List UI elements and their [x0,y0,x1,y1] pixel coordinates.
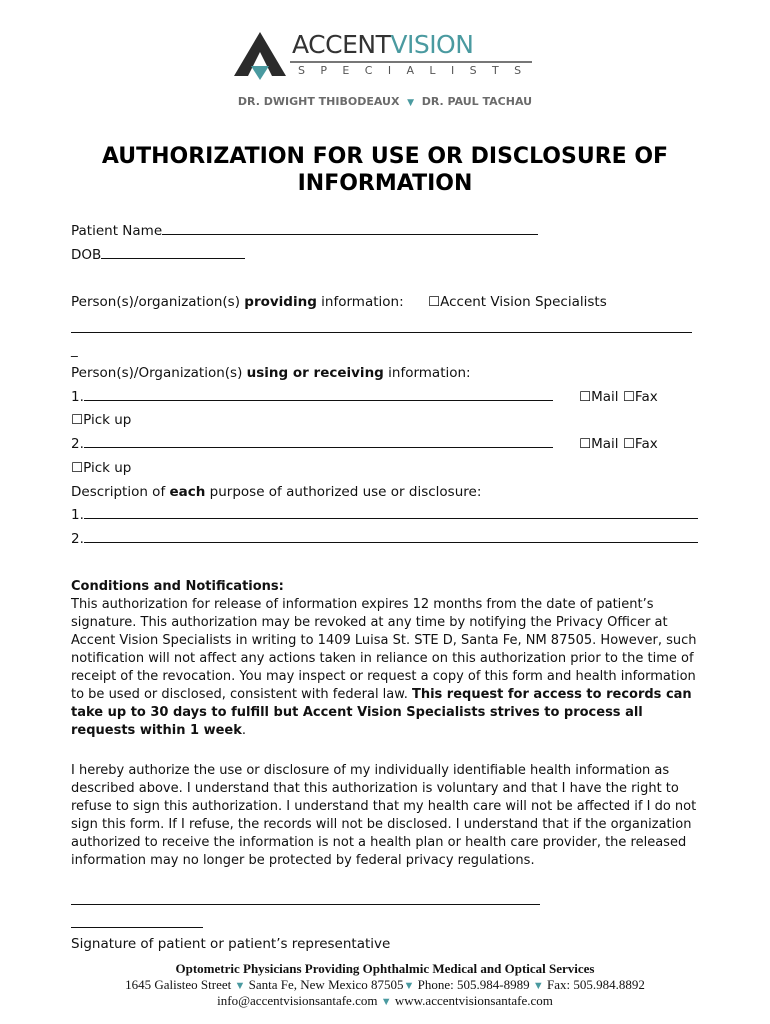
footer-website[interactable]: www.accentvisionsantafe.com [394,993,553,1008]
purpose-label: Description of each purpose of authorized use or disclosure: [71,484,482,500]
purpose-2-field[interactable]: 2. [71,531,698,547]
signature-label: Signature of patient or patient’s representative [71,936,391,952]
recipient-2-delivery-checkboxes[interactable]: ☐Mail ☐Fax [579,436,658,452]
recipient-2-field[interactable]: 2. [71,436,553,452]
conditions-section: Conditions and Notifications: This authorization for release of information expires 12 months from the date of patient’s signature. This authorization may be revoked at any time by notifying the Privacy Officer at Accent Vision Specialists in writing to 1409 Luisa St. STE D, Santa Fe, NM 87505. However, such notification will not affect any actions taken in reliance on this authorization prior to the time of receipt of the revocation. You may inspect or request a copy of this form and health information to be used or disclosed, consistent with federal law. This request for access to records can take up to 30 days to fulfill but Accent Vision Specialists strives to process all requests within 1 week. [71,579,697,738]
conditions-body: This authorization for release of information expires 12 months from the date of patient’s signature. This authorization may be revoked at any time by notifying the Privacy Officer at Accent Vision Specialists in writing to 1409 Luisa St. STE D, Santa Fe, NM 87505. However, such notification will not affect any actions taken in reliance on this authorization prior to the time of receipt of the revocation. You may inspect or request a copy of this form and health information to be used or disclosed, consistent with federal law. [71,597,697,702]
conditions-body-bold: This request for access to records can take up to 30 days to fulfill but Accent Vision Specialists strives to process all requests within 1 week [71,687,692,738]
footer-tagline: Optometric Physicians Providing Ophthalmic Medical and Optical Services [175,961,595,976]
purpose-1-field[interactable]: 1. [71,507,698,523]
accent-vision-checkbox[interactable]: ☐Accent Vision Specialists [428,294,607,310]
signature-line[interactable] [71,904,540,905]
stray-underscore: _ [71,342,78,358]
footer-email[interactable]: info@accentvisionsantafe.com [217,993,378,1008]
brand-divider [290,61,532,63]
patient-name-field[interactable]: Patient Name [71,223,538,239]
doctor-names: DR. DWIGHT THIBODEAUX ▼ DR. PAUL TACHAU [237,95,533,108]
recipient-1-pickup-checkbox[interactable]: ☐Pick up [71,412,132,428]
recipient-1-delivery-checkboxes[interactable]: ☐Mail ☐Fax [579,389,658,405]
triangle-separator-icon: ▼ [407,98,415,108]
triangle-separator-icon: ▼ [532,980,544,992]
triangle-separator-icon: ▼ [380,996,392,1008]
footer-web [0,992,770,1011]
using-label: Person(s)/Organization(s) using or receiving information: [71,365,471,381]
conditions-heading: Conditions and Notifications: [71,579,284,594]
brand-name: ACCENTVISION [292,30,474,59]
signature-line-continued[interactable] [71,927,203,928]
providing-label: Person(s)/organization(s) providing information: [71,294,404,310]
recipient-1-field[interactable]: 1. [71,389,553,405]
triangle-separator-icon: ▼ [234,980,246,992]
footer-contact: 1645 Galisteo Street ▼ Santa Fe, New Mexico 87505▼ Phone: 505.984-8989 ▼ Fax: 505.984.8892 [125,977,645,992]
providing-line[interactable] [71,332,692,333]
recipient-2-pickup-checkbox[interactable]: ☐Pick up [71,460,132,476]
brand-subtitle: SPECIALISTS [298,64,537,77]
logo-triangle-icon [232,30,292,82]
triangle-separator-icon: ▼ [403,980,415,992]
page-title: AUTHORIZATION FOR USE OR DISCLOSURE OF INFORMATION [101,144,669,196]
dob-field[interactable]: DOB [71,247,245,263]
authorization-text: I hereby authorize the use or disclosure of my individually identifiable health information as described above. I understand that this authorization is voluntary and that I have the right to refuse to sign this authorization. I understand that my health care will not be affected if I do not sign this form. If I refuse, the records will not be disclosed. I understand that if the organization authorized to receive the information is not a health plan or health care provider, the released information may no longer be protected by federal privacy regulations. [71,763,697,868]
